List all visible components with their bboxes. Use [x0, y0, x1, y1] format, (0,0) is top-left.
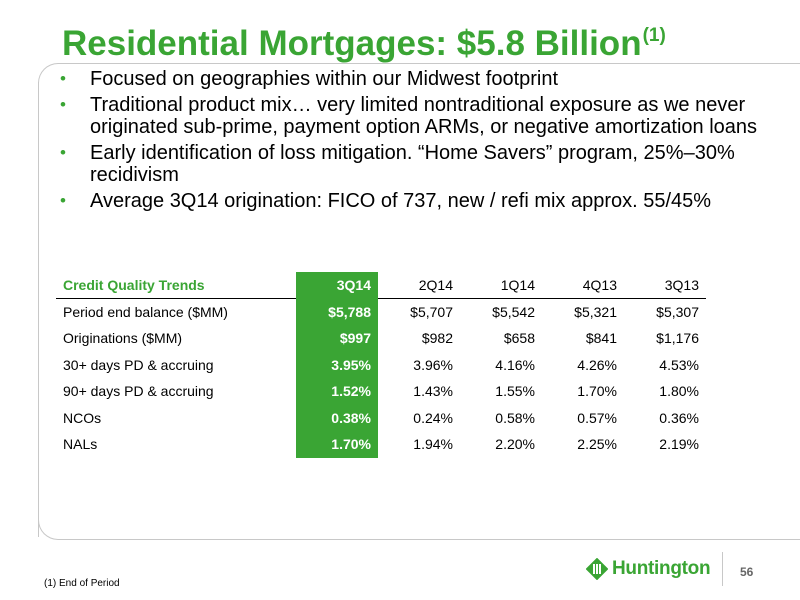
column-header: 3Q14: [296, 272, 378, 299]
bullet-dot-icon: •: [60, 191, 66, 210]
logo-divider: [722, 552, 723, 586]
huntington-logo: [586, 558, 710, 580]
slide-title-text: Residential Mortgages: $5.8 Billion: [62, 24, 642, 63]
table-cell: 3.96%: [413, 356, 453, 373]
table-cell: 3.95%: [296, 352, 378, 379]
column-header: 1Q14: [460, 272, 542, 299]
table-row: [56, 405, 706, 432]
bullet-list: [58, 68, 788, 216]
bullet-text: Average 3Q14 origination: FICO of 737, new / refi mix approx. 55/45%: [90, 190, 712, 212]
table-cell: 4.53%: [659, 356, 699, 373]
bullet-text: Focused on geographies within our Midwest footprint: [90, 68, 559, 90]
table-cell: 2.20%: [495, 436, 535, 453]
table-cell: 1.94%: [413, 436, 453, 453]
column-header: 2Q14: [378, 272, 460, 299]
row-label: 30+ days PD & accruing: [63, 356, 214, 373]
bullet-item: [58, 142, 788, 186]
table-cell: 4.16%: [495, 356, 535, 373]
table-cell: $5,307: [656, 304, 699, 320]
bullet-dot-icon: •: [60, 95, 66, 114]
table-cell: $658: [503, 330, 535, 347]
table-cell: $1,176: [656, 330, 699, 347]
bullet-dot-icon: •: [60, 69, 66, 88]
table-cell: 4.26%: [577, 356, 617, 373]
slide-frame-left: [38, 82, 39, 537]
table-header-label: Credit Quality Trends: [56, 272, 296, 299]
table-row: [56, 431, 706, 458]
row-label: Period end balance ($MM): [63, 304, 228, 320]
table-cell: $5,707: [410, 304, 453, 320]
logo-text: Huntington: [612, 558, 711, 579]
table-row: [56, 325, 706, 352]
row-label: 90+ days PD & accruing: [63, 383, 214, 400]
table-header-row: [56, 272, 706, 299]
table-cell: 1.55%: [495, 383, 535, 400]
row-label: Originations ($MM): [63, 330, 183, 347]
table-row: [56, 352, 706, 379]
table-cell: $5,321: [574, 304, 617, 320]
table-cell: $997: [296, 325, 378, 352]
table-cell: $5,788: [296, 299, 378, 326]
footnote: (1) End of Period: [44, 578, 120, 589]
table-cell: 2.25%: [577, 436, 617, 453]
table-cell: 0.24%: [413, 409, 453, 426]
huntington-logo-icon: [586, 558, 608, 580]
table-cell: 0.38%: [296, 405, 378, 432]
bullet-item: [58, 68, 788, 90]
credit-quality-table: [56, 272, 706, 458]
table-cell: 1.52%: [296, 378, 378, 405]
bullet-text: Early identification of loss mitigation. “Home Savers” program, 25%–30% recidivism: [90, 142, 735, 186]
bullet-item: [58, 190, 788, 212]
bullet-dot-icon: •: [60, 143, 66, 162]
table-cell: $982: [421, 330, 453, 347]
table-cell: $841: [585, 330, 617, 347]
column-header: 4Q13: [542, 272, 624, 299]
page-number: 56: [740, 565, 754, 579]
table-cell: $5,542: [492, 304, 535, 320]
row-label: NCOs: [63, 409, 102, 426]
row-label: NALs: [63, 436, 98, 453]
column-header: 3Q13: [624, 272, 706, 299]
table-cell: 2.19%: [659, 436, 699, 453]
table-cell: 1.70%: [296, 431, 378, 458]
slide-title: [62, 24, 666, 64]
table-cell: 0.57%: [577, 409, 617, 426]
table-cell: 1.80%: [659, 383, 699, 400]
table-cell: 1.43%: [413, 383, 453, 400]
slide-frame-bottom: [38, 520, 800, 540]
bullet-item: [58, 94, 788, 138]
table-row: [56, 378, 706, 405]
table-cell: 0.36%: [659, 409, 699, 426]
table-cell: 1.70%: [577, 383, 617, 400]
table-row: [56, 299, 706, 326]
bullet-text: Traditional product mix… very limited nontraditional exposure as we never originated sub-prime, payment option ARMs, or negative amortization loans: [90, 94, 758, 138]
title-footnote-ref: (1): [642, 25, 666, 46]
table-cell: 0.58%: [495, 409, 535, 426]
